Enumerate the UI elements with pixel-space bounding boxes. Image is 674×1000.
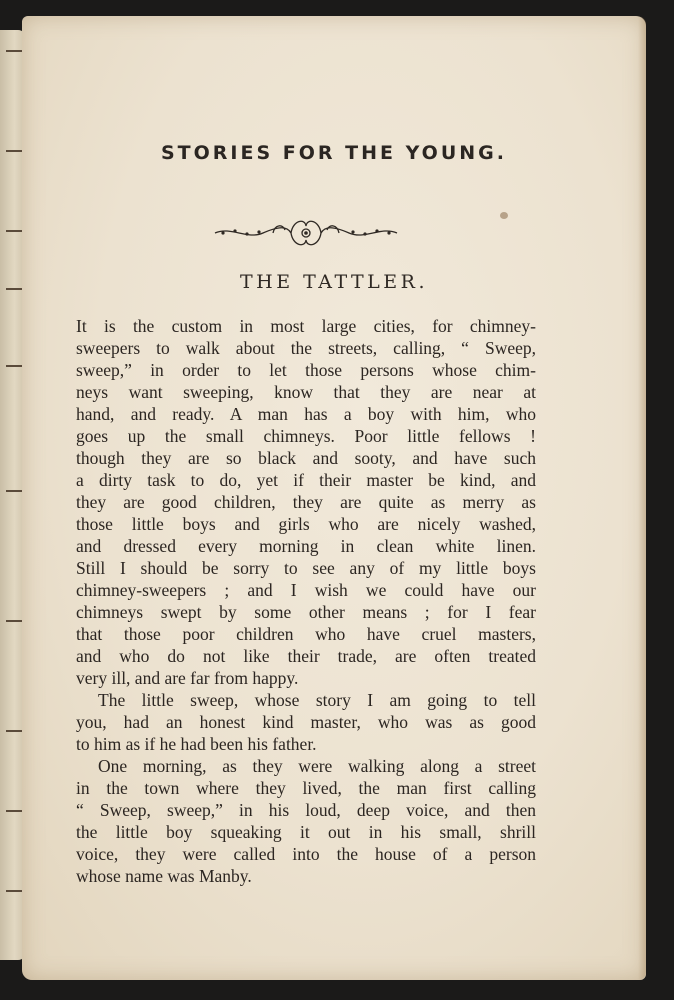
chapter-title: THE TATTLER.	[240, 271, 428, 293]
book-page	[22, 16, 646, 980]
text-line: chimney-sweepers ; and I wish we could have our	[76, 580, 536, 600]
text-line: whose name was Manby.	[76, 866, 252, 886]
text-line: in the town where they lived, the man first calling	[76, 778, 536, 798]
ornament-divider	[211, 212, 401, 254]
text-line: chimneys swept by some other means ; for I fear	[76, 602, 536, 622]
text-line: sweepers to walk about the streets, calling, “ Sweep,	[76, 338, 536, 358]
running-head: STORIES FOR THE YOUNG.	[161, 142, 507, 164]
text-line: hand, and ready. A man has a boy with him, who	[76, 404, 536, 424]
text-line: and dressed every morning in clean white linen.	[76, 536, 536, 556]
text-line: and who do not like their trade, are often treated	[76, 646, 536, 666]
text-line: The little sweep, whose story I am going to tell	[98, 690, 536, 710]
text-line: neys want sweeping, know that they are near at	[76, 382, 536, 402]
text-line: It is the custom in most large cities, for chimney-	[76, 316, 536, 336]
text-line: sweep,” in order to let those persons whose chim-	[76, 360, 536, 380]
text-line: though they are so black and sooty, and have such	[76, 448, 536, 468]
text-line: “ Sweep, sweep,” in his loud, deep voice, and then	[76, 800, 536, 820]
text-line: a dirty task to do, yet if their master be kind, and	[76, 470, 536, 490]
foxing-spot	[500, 212, 508, 219]
text-line: those little boys and girls who are nicely washed,	[76, 514, 536, 534]
text-line: very ill, and are far from happy.	[76, 668, 299, 688]
text-line: to him as if he had been his father.	[76, 734, 317, 754]
text-line: voice, they were called into the house of a person	[76, 844, 536, 864]
text-line: goes up the small chimneys. Poor little fellows !	[76, 426, 536, 446]
text-line: you, had an honest kind master, who was as good	[76, 712, 536, 732]
text-line: Still I should be sorry to see any of my little boys	[76, 558, 536, 578]
text-line: they are good children, they are quite as merry as	[76, 492, 536, 512]
text-line: that those poor children who have cruel masters,	[76, 624, 536, 644]
text-line: the little boy squeaking it out in his small, shrill	[76, 822, 536, 842]
text-line: One morning, as they were walking along a street	[98, 756, 536, 776]
